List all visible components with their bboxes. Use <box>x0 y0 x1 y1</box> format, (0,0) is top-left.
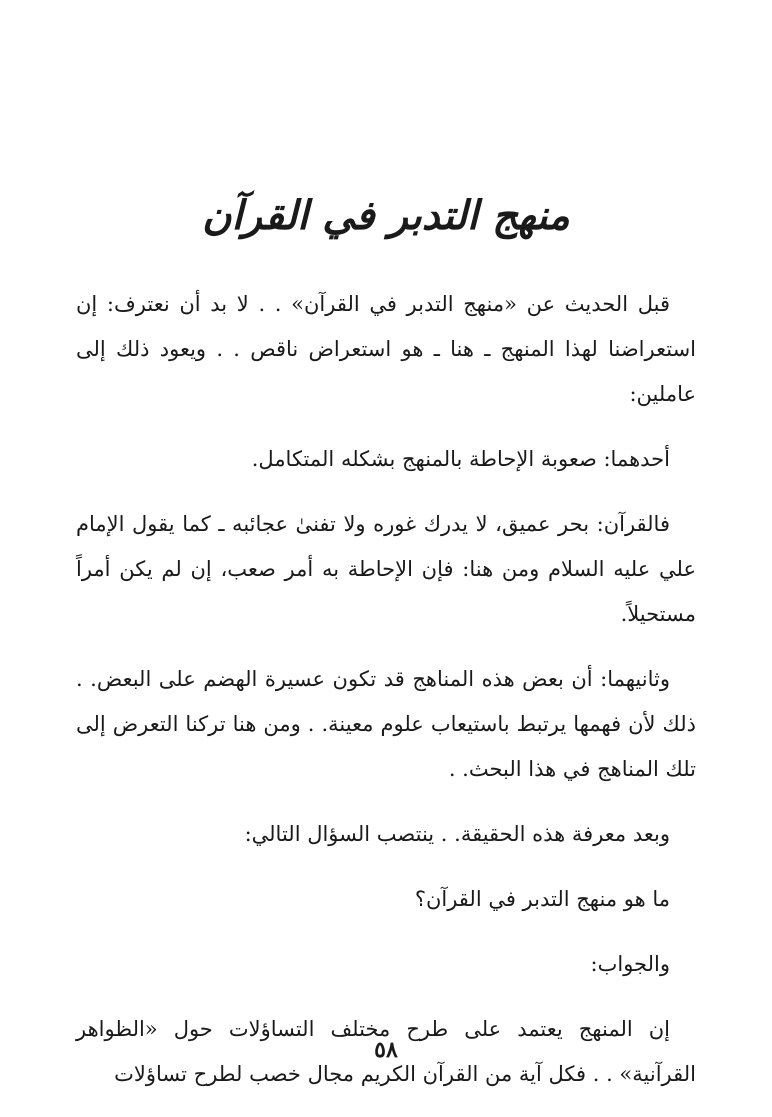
page-number: ٥٨ <box>374 1037 398 1063</box>
paragraph-first-reason: أحدهما: صعوبة الإحاطة بالمنهج بشكله المتكامل. <box>251 447 670 471</box>
paragraph-answer: إن المنهج يعتمد على طرح مختلف التساؤلات حول «الظواهر القرآنية» . . فكل آية من القرآن الكريم مجال خصب لطرح تساؤلات <box>76 1017 696 1086</box>
paragraph-question: ما هو منهج التدبر في القرآن؟ <box>414 887 670 911</box>
paragraph-answer-label: والجواب: <box>590 952 670 976</box>
page-title: منهج التدبر في القرآن <box>202 192 570 239</box>
body-text <box>76 282 696 1117</box>
paragraph-second-reason: وثانيهما: أن بعض هذه المناهج قد تكون عسيرة الهضم على البعض. . ذلك لأن فهمها يرتبط باستيعاب علوم معينة. . ومن هنا تركنا التعرض إلى تلك المناهج في هذا البحث. . <box>76 667 696 781</box>
paragraph-question-intro: وبعد معرفة هذه الحقيقة. . ينتصب السؤال التالي: <box>244 822 670 846</box>
paragraph-intro: قبل الحديث عن «منهج التدبر في القرآن» . . لا بد أن نعترف: إن استعراضنا لهذا المنهج ـ هنا ـ هو استعراض ناقص . . ويعود ذلك إلى عاملين: <box>76 292 696 406</box>
paragraph-quran-ocean: فالقرآن: بحر عميق، لا يدرك غوره ولا تفنىٰ عجائبه ـ كما يقول الإمام علي عليه السلام ومن هنا: فإن الإحاطة به أمر صعب، إن لم يكن أمراً مستحيلاً. <box>76 512 696 626</box>
